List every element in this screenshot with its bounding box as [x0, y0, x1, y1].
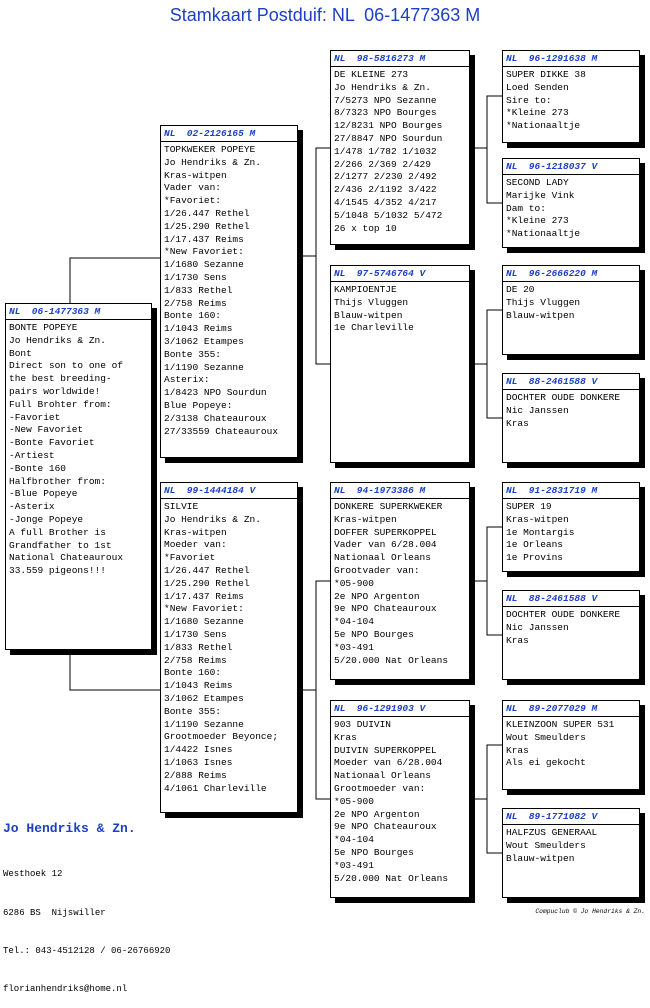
detail-line: 1/1680 Sezanne	[164, 259, 244, 271]
detail-line: -Jonge Popeye	[9, 513, 84, 525]
connector-line	[70, 258, 160, 303]
connector-line	[316, 581, 330, 799]
pedigree-box-dam	[160, 482, 298, 813]
detail-line: *04-104	[334, 616, 374, 628]
detail-line: Moeder van:	[164, 539, 227, 551]
pigeon-details	[331, 282, 469, 335]
detail-line: -Bonte Favoriet	[9, 437, 95, 449]
pedigree-box-sd-sire	[502, 265, 640, 355]
detail-line: 1/26.447 Rethel	[164, 564, 250, 576]
detail-line: Jo Hendriks & Zn.	[164, 513, 261, 525]
detail-line: Kras-witpen	[164, 169, 227, 181]
detail-line: Vader van 6/28.004	[334, 539, 437, 551]
detail-line: *New Favoriet:	[164, 246, 244, 258]
detail-line: 9e NPO Chateauroux	[334, 603, 437, 615]
detail-line: TOPKWEKER POPEYE	[164, 144, 256, 155]
detail-line: 27/8847 NPO Sourdun	[334, 132, 443, 144]
breeder-name: Jo Hendriks & Zn.	[3, 821, 136, 836]
pigeon-details	[503, 282, 639, 322]
detail-line: Nic Janssen	[506, 404, 569, 416]
detail-line: Blauw-witpen	[506, 309, 575, 321]
detail-line: 1/1190 Sezanne	[164, 718, 244, 730]
detail-line: A full Brother is	[9, 526, 106, 538]
pedigree-box-dd-sire	[502, 700, 640, 790]
breeder-phone: Tel.: 043-4512128 / 06-26766920	[3, 945, 171, 956]
pedigree-box-subject	[5, 303, 152, 650]
detail-line: 8/7323 NPO Bourges	[334, 107, 437, 119]
detail-line: Bonte 160:	[164, 667, 222, 679]
detail-line: Blauw-witpen	[506, 852, 575, 864]
detail-line: DOCHTER OUDE DONKERE	[506, 392, 621, 403]
ring-number: NL 91-2831719 M	[503, 483, 639, 499]
detail-line: 1/17.437 Reims	[164, 590, 244, 602]
pigeon-details	[503, 67, 639, 133]
detail-line: Bonte 160:	[164, 310, 222, 322]
detail-line: Blauw-witpen	[334, 309, 403, 321]
detail-line: Kras	[506, 744, 529, 756]
detail-line: Vader van:	[164, 182, 222, 194]
detail-line: 2e NPO Argenton	[334, 590, 420, 602]
detail-line: Thijs Vluggen	[334, 296, 409, 308]
pedigree-box-sire-sire	[330, 50, 470, 245]
detail-line: Loed Senden	[506, 81, 569, 93]
detail-line: 3/1062 Etampes	[164, 692, 244, 704]
pigeon-details	[503, 175, 639, 241]
detail-line: Wout Smeulders	[506, 731, 586, 743]
detail-line: 1/1730 Sens	[164, 271, 227, 283]
detail-line: Kras	[506, 634, 529, 646]
detail-line: 4/1061 Charleville	[164, 782, 267, 794]
detail-line: HALFZUS GENERAAL	[506, 827, 598, 838]
detail-line: Kras-witpen	[334, 513, 397, 525]
connector-line	[487, 96, 502, 203]
detail-line: Marijke Vink	[506, 189, 575, 201]
detail-line: 1/1063 Isnes	[164, 756, 233, 768]
detail-line: Bont	[9, 347, 32, 359]
detail-line: 5/20.000 Nat Orleans	[334, 872, 449, 884]
detail-line: 2/266 2/369 2/429	[334, 158, 431, 170]
breeder-contact	[3, 843, 170, 1008]
detail-line: Kras	[506, 417, 529, 429]
detail-line: DOFFER SUPERKOPPEL	[334, 526, 437, 538]
detail-line: -Asterix	[9, 501, 55, 513]
connector-line	[316, 148, 330, 364]
detail-line: 1e Montargis	[506, 526, 575, 538]
detail-line: KLEINZOON SUPER 531	[506, 719, 615, 730]
pedigree-box-ss-sire	[502, 50, 640, 143]
detail-line: Halfbrother from:	[9, 475, 106, 487]
detail-line: KAMPIOENTJE	[334, 284, 397, 295]
detail-line: Wout Smeulders	[506, 839, 586, 851]
detail-line: National Chateauroux	[9, 552, 124, 564]
pigeon-details	[331, 499, 469, 667]
ring-number: NL 97-5746764 V	[331, 266, 469, 282]
detail-line: 2/758 Reims	[164, 654, 227, 666]
ring-number: NL 96-1218037 V	[503, 159, 639, 175]
detail-line: 1e Charleville	[334, 322, 414, 334]
pigeon-details	[331, 67, 469, 235]
detail-line: Direct son to one of	[9, 360, 124, 372]
detail-line: *Kleine 273	[506, 215, 569, 227]
pedigree-box-sire	[160, 125, 298, 458]
detail-line: 1e Provins	[506, 552, 564, 564]
detail-line: -Artiest	[9, 449, 55, 461]
detail-line: *Favoriet:	[164, 195, 222, 207]
detail-line: 1/4422 Isnes	[164, 744, 233, 756]
connector-line	[487, 527, 502, 635]
detail-line: SILVIE	[164, 501, 199, 512]
detail-line: 1/1730 Sens	[164, 628, 227, 640]
pigeon-details	[503, 825, 639, 865]
detail-line: 1e Orleans	[506, 539, 564, 551]
detail-line: Grandfather to 1st	[9, 539, 112, 551]
detail-line: Jo Hendriks & Zn.	[164, 156, 261, 168]
pigeon-details	[6, 320, 151, 578]
detail-line: Jo Hendriks & Zn.	[9, 334, 106, 346]
detail-line: Jo Hendriks & Zn.	[334, 81, 431, 93]
detail-line: DE KLEINE 273	[334, 69, 409, 80]
breeder-email: florianhendriks@home.nl	[3, 983, 128, 994]
pedigree-box-ds-sire	[502, 482, 640, 572]
detail-line: DOCHTER OUDE DONKERE	[506, 609, 621, 620]
detail-line: *04-104	[334, 834, 374, 846]
detail-line: 1/26.447 Rethel	[164, 207, 250, 219]
ring-number: NL 88-2461588 V	[503, 591, 639, 607]
detail-line: 1/1043 Reims	[164, 323, 233, 335]
detail-line: *05-900	[334, 795, 374, 807]
detail-line: -Favoriet	[9, 411, 61, 423]
detail-line: Nic Janssen	[506, 621, 569, 633]
pedigree-box-sire-dam	[330, 265, 470, 463]
detail-line: Kras-witpen	[164, 526, 227, 538]
detail-line: 5e NPO Bourges	[334, 846, 414, 858]
detail-line: 1/833 Rethel	[164, 284, 233, 296]
detail-line: 2/1277 2/230 2/492	[334, 171, 437, 183]
ring-number: NL 94-1973386 M	[331, 483, 469, 499]
detail-line: Asterix:	[164, 374, 210, 386]
detail-line: 33.559 pigeons!!!	[9, 565, 106, 577]
ring-number: NL 89-2077029 M	[503, 701, 639, 717]
detail-line: 1/25.290 Rethel	[164, 220, 250, 232]
detail-line: 1/17.437 Reims	[164, 233, 244, 245]
detail-line: 2/3138 Chateauroux	[164, 412, 267, 424]
detail-line: Bonte 355:	[164, 705, 222, 717]
detail-line: *03-491	[334, 859, 374, 871]
detail-line: 1/1190 Sezanne	[164, 361, 244, 373]
detail-line: 12/8231 NPO Bourges	[334, 120, 443, 132]
detail-line: Bonte 355:	[164, 348, 222, 360]
detail-line: -Bonte 160	[9, 462, 67, 474]
detail-line: 5/20.000 Nat Orleans	[334, 654, 449, 666]
detail-line: -Blue Popeye	[9, 488, 78, 500]
pigeon-details	[503, 390, 639, 430]
detail-line: Nationaal Orleans	[334, 770, 431, 782]
detail-line: pairs worldwide!	[9, 385, 101, 397]
detail-line: 2/888 Reims	[164, 769, 227, 781]
detail-line: DONKERE SUPERKWEKER	[334, 501, 443, 512]
detail-line: 1/25.290 Rethel	[164, 577, 250, 589]
detail-line: 4/1545 4/352 4/217	[334, 196, 437, 208]
detail-line: 9e NPO Chateauroux	[334, 821, 437, 833]
detail-line: Als ei gekocht	[506, 757, 586, 769]
detail-line: 2e NPO Argenton	[334, 808, 420, 820]
pigeon-details	[503, 717, 639, 770]
detail-line: SUPER DIKKE 38	[506, 69, 586, 80]
detail-line: Grootmoeder van:	[334, 782, 426, 794]
detail-line: 7/5273 NPO Sezanne	[334, 94, 437, 106]
detail-line: Sire to:	[506, 94, 552, 106]
detail-line: Dam to:	[506, 202, 546, 214]
breeder-address: Westhoek 12	[3, 869, 63, 880]
connector-line	[487, 310, 502, 418]
pigeon-details	[331, 717, 469, 885]
detail-line: 27/33559 Chateauroux	[164, 425, 279, 437]
ring-number: NL 99-1444184 V	[161, 483, 297, 499]
ring-number: NL 02-2126165 M	[161, 126, 297, 142]
detail-line: *New Favoriet:	[164, 603, 244, 615]
detail-line: Grootvader van:	[334, 564, 420, 576]
pedigree-box-sd-dam	[502, 373, 640, 463]
ring-number: NL 98-5816273 M	[331, 51, 469, 67]
detail-line: Thijs Vluggen	[506, 296, 581, 308]
detail-line: Nationaal Orleans	[334, 552, 431, 564]
detail-line: 1/478 1/782 1/1032	[334, 145, 437, 157]
detail-line: 3/1062 Etampes	[164, 335, 244, 347]
detail-line: Grootmoeder Beyonce;	[164, 731, 279, 743]
pedigree-box-ds-dam	[502, 590, 640, 680]
detail-line: 5e NPO Bourges	[334, 628, 414, 640]
pedigree-box-ss-dam	[502, 158, 640, 248]
pedigree-box-dd-dam	[502, 808, 640, 898]
breeder-city: 6286 BS Nijswiller	[3, 907, 106, 918]
detail-line: -New Favoriet	[9, 424, 84, 436]
detail-line: SUPER 19	[506, 501, 552, 512]
detail-line: Full Brohter from:	[9, 398, 112, 410]
detail-line: 903 DUIVIN	[334, 719, 392, 730]
ring-number: NL 96-1291638 M	[503, 51, 639, 67]
connector-line	[487, 745, 502, 853]
detail-line: 1/8423 NPO Sourdun	[164, 387, 267, 399]
detail-line: SECOND LADY	[506, 177, 569, 188]
ring-number: NL 96-2666220 M	[503, 266, 639, 282]
pedigree-box-dam-sire	[330, 482, 470, 680]
detail-line: BONTE POPEYE	[9, 322, 78, 333]
pedigree-box-dam-dam	[330, 700, 470, 898]
detail-line: 2/436 2/1192 3/422	[334, 184, 437, 196]
page-title: Stamkaart Postduif: NL 06-1477363 M	[169, 5, 481, 25]
detail-line: 26 x top 10	[334, 222, 397, 234]
pigeon-details	[161, 142, 297, 438]
footer-credit: Compuclub © Jo Hendriks & Zn.	[535, 908, 645, 915]
ring-number: NL 89-1771082 V	[503, 809, 639, 825]
ring-number: NL 88-2461588 V	[503, 374, 639, 390]
detail-line: *Nationaaltje	[506, 228, 581, 240]
detail-line: 1/833 Rethel	[164, 641, 233, 653]
detail-line: 1/1680 Sezanne	[164, 616, 244, 628]
detail-line: Kras-witpen	[506, 513, 569, 525]
detail-line: the best breeding-	[9, 373, 112, 385]
detail-line: 5/1048 5/1032 5/472	[334, 209, 443, 221]
detail-line: Moeder van 6/28.004	[334, 757, 443, 769]
ring-number: NL 06-1477363 M	[6, 304, 151, 320]
detail-line: DE 20	[506, 284, 535, 295]
detail-line: 1/1043 Reims	[164, 680, 233, 692]
ring-number: NL 96-1291903 V	[331, 701, 469, 717]
detail-line: *05-900	[334, 577, 374, 589]
detail-line: Kras	[334, 731, 357, 743]
detail-line: DUIVIN SUPERKOPPEL	[334, 744, 437, 756]
connector-line	[70, 650, 160, 690]
detail-line: *Nationaaltje	[506, 120, 581, 132]
detail-line: *03-491	[334, 641, 374, 653]
pigeon-details	[503, 607, 639, 647]
detail-line: *Kleine 273	[506, 107, 569, 119]
pigeon-details	[503, 499, 639, 565]
pigeon-details	[161, 499, 297, 795]
detail-line: *Favoriet	[164, 552, 216, 564]
detail-line: 2/758 Reims	[164, 297, 227, 309]
detail-line: Blue Popeye:	[164, 399, 233, 411]
